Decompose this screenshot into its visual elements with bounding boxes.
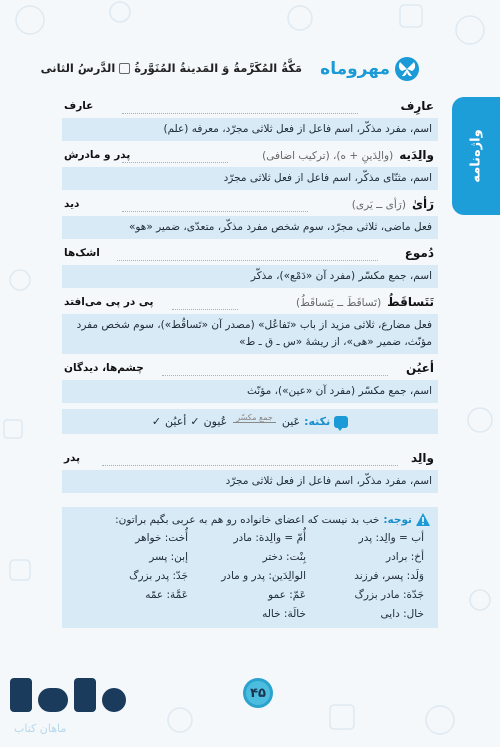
- dotted-line: [102, 465, 398, 466]
- butterfly-logo-icon: [394, 56, 420, 82]
- dotted-line: [162, 375, 388, 376]
- note-box: [62, 409, 438, 434]
- side-tab-label: واژه‌نامه: [468, 129, 484, 183]
- entry-definition: اسم، مفرد مذکّر، اسم فاعل از فعل ثلاثی مجرّد، معرفه (علم): [62, 118, 438, 141]
- warning-icon: [416, 513, 430, 526]
- entry: [62, 145, 438, 190]
- lesson-heading: [41, 61, 302, 75]
- family-item: وَلَد: پسر، فرزند: [354, 570, 424, 582]
- family-item: الوالِدَین: پدر و مادر: [221, 570, 306, 582]
- watermark-text: ماهان کتاب: [14, 722, 67, 735]
- attention-header: [70, 513, 430, 526]
- entry-word: والِدَیه(والِدَینِ + ه)، (ترکیب اضافی): [262, 148, 434, 162]
- entry-meaning: پدر و مادرش: [64, 149, 131, 161]
- note-arrow-label: جمع مکسّر: [233, 413, 276, 423]
- note-word: عُیون: [203, 415, 228, 428]
- entry-meaning: اشک‌ها: [64, 247, 100, 259]
- note-word: عَین: [281, 415, 301, 428]
- separator-icon: [119, 63, 130, 74]
- entry-word: عارِف: [400, 99, 434, 113]
- family-item: جَدّة: مادر بزرگ: [354, 589, 424, 601]
- entry-definition: اسم، مثنّای مذکّر، اسم فاعل از فعل ثلاثی مجرّد: [62, 167, 438, 190]
- entry-meaning: عارف: [64, 100, 94, 112]
- family-item: إبن: پسر: [149, 551, 188, 563]
- family-grid: [70, 532, 430, 620]
- attention-text: خب بد نیست که اعضای خانواده رو هم به عربی بگیم براتون:: [115, 513, 380, 526]
- entry-meaning: پی در پی می‌افتد: [64, 296, 154, 308]
- entry: [62, 194, 438, 239]
- dotted-line: [122, 162, 228, 163]
- entry: [62, 243, 438, 288]
- family-item: عَمّ: عمو: [268, 589, 306, 601]
- entry: [62, 358, 438, 403]
- lesson-number: الدَّرسُ الثانی: [40, 61, 116, 75]
- family-item: بِنْت: دختر: [262, 551, 306, 563]
- family-item: خالَة: خاله: [262, 608, 306, 620]
- family-item: جَدّ: پدر بزرگ: [129, 570, 188, 582]
- family-item: أُمّ = والِدة: مادر: [233, 532, 306, 544]
- family-item: أخ: برادر: [386, 551, 424, 563]
- entry-head: [62, 292, 438, 314]
- entry: [62, 96, 438, 141]
- entry-definition: اسم، مفرد مذکّر، اسم فاعل از فعل ثلاثی مجرّد: [62, 470, 438, 493]
- entry: [62, 448, 438, 493]
- lesson-title: مَکَّةُ المُکَرَّمةُ وَ المَدینةُ المُنَوَّرةُ: [134, 61, 302, 75]
- dotted-line: [117, 260, 378, 261]
- entry-meaning: چشم‌ها، دیدگان: [64, 362, 144, 374]
- check-icon: ✓: [151, 415, 162, 428]
- entry-word: والِد: [410, 451, 434, 465]
- side-tab: [452, 97, 500, 215]
- entry-word: تَتَساقَطُ(تَساقَطَ ــ یَتَساقَطُ): [296, 295, 434, 309]
- entry-definition: فعل ماضی، ثلاثی مجرّد، سوم شخص مفرد مذکّر، متعدّی، ضمیر «هو»: [62, 216, 438, 239]
- family-item: عَمَّة: عمّه: [145, 589, 188, 601]
- entry-head: [62, 358, 438, 380]
- speech-bubble-icon: [334, 416, 348, 428]
- entry-meaning: دید: [64, 198, 80, 210]
- entry-word: رَأیٰ(رَأی ــ یَری): [351, 197, 434, 211]
- note-label: نکته:: [304, 415, 331, 428]
- page-number: ۴۵: [243, 678, 273, 708]
- entry-head: [62, 243, 438, 265]
- entry-head: [62, 145, 438, 167]
- entry-head: [62, 96, 438, 118]
- dotted-line: [122, 113, 358, 114]
- brand-name: مهروماه: [320, 59, 390, 79]
- attention-box: [62, 507, 438, 628]
- dotted-line: [172, 309, 238, 310]
- note-word: أعیُن: [165, 415, 187, 428]
- entry-word: دُموع: [404, 246, 434, 260]
- family-item: أُخت: خواهر: [135, 532, 188, 544]
- brand: [320, 56, 420, 82]
- entry: [62, 292, 438, 354]
- entry-head: [62, 448, 438, 470]
- entry-word: أعیُن: [405, 361, 434, 375]
- entry-meaning: پدر: [64, 452, 81, 464]
- dotted-line: [122, 211, 308, 212]
- check-icon: ✓: [190, 415, 200, 428]
- page-header: [40, 52, 420, 90]
- family-item: خال: دایی: [380, 608, 424, 620]
- family-item: أب = والِد: پدر: [358, 532, 424, 544]
- entry-head: [62, 194, 438, 216]
- vocabulary-list: [62, 96, 438, 628]
- entry-definition: اسم، جمع مکسّر (مفرد آن «عین»)، مؤنّث: [62, 380, 438, 403]
- entry-definition: اسم، جمع مکسّر (مفرد آن «دَمْع»)، مذکّر: [62, 265, 438, 288]
- entry-definition: فعل مضارع، ثلاثی مزید از باب «تَفاعُل» (مصدر آن «تَساقُط»)، سوم شخص مفرد مؤنّث، ضمیر «هی»، از ریشهٔ «س ـ ق ـ ط»: [62, 314, 438, 354]
- attention-label: توجه:: [383, 513, 412, 526]
